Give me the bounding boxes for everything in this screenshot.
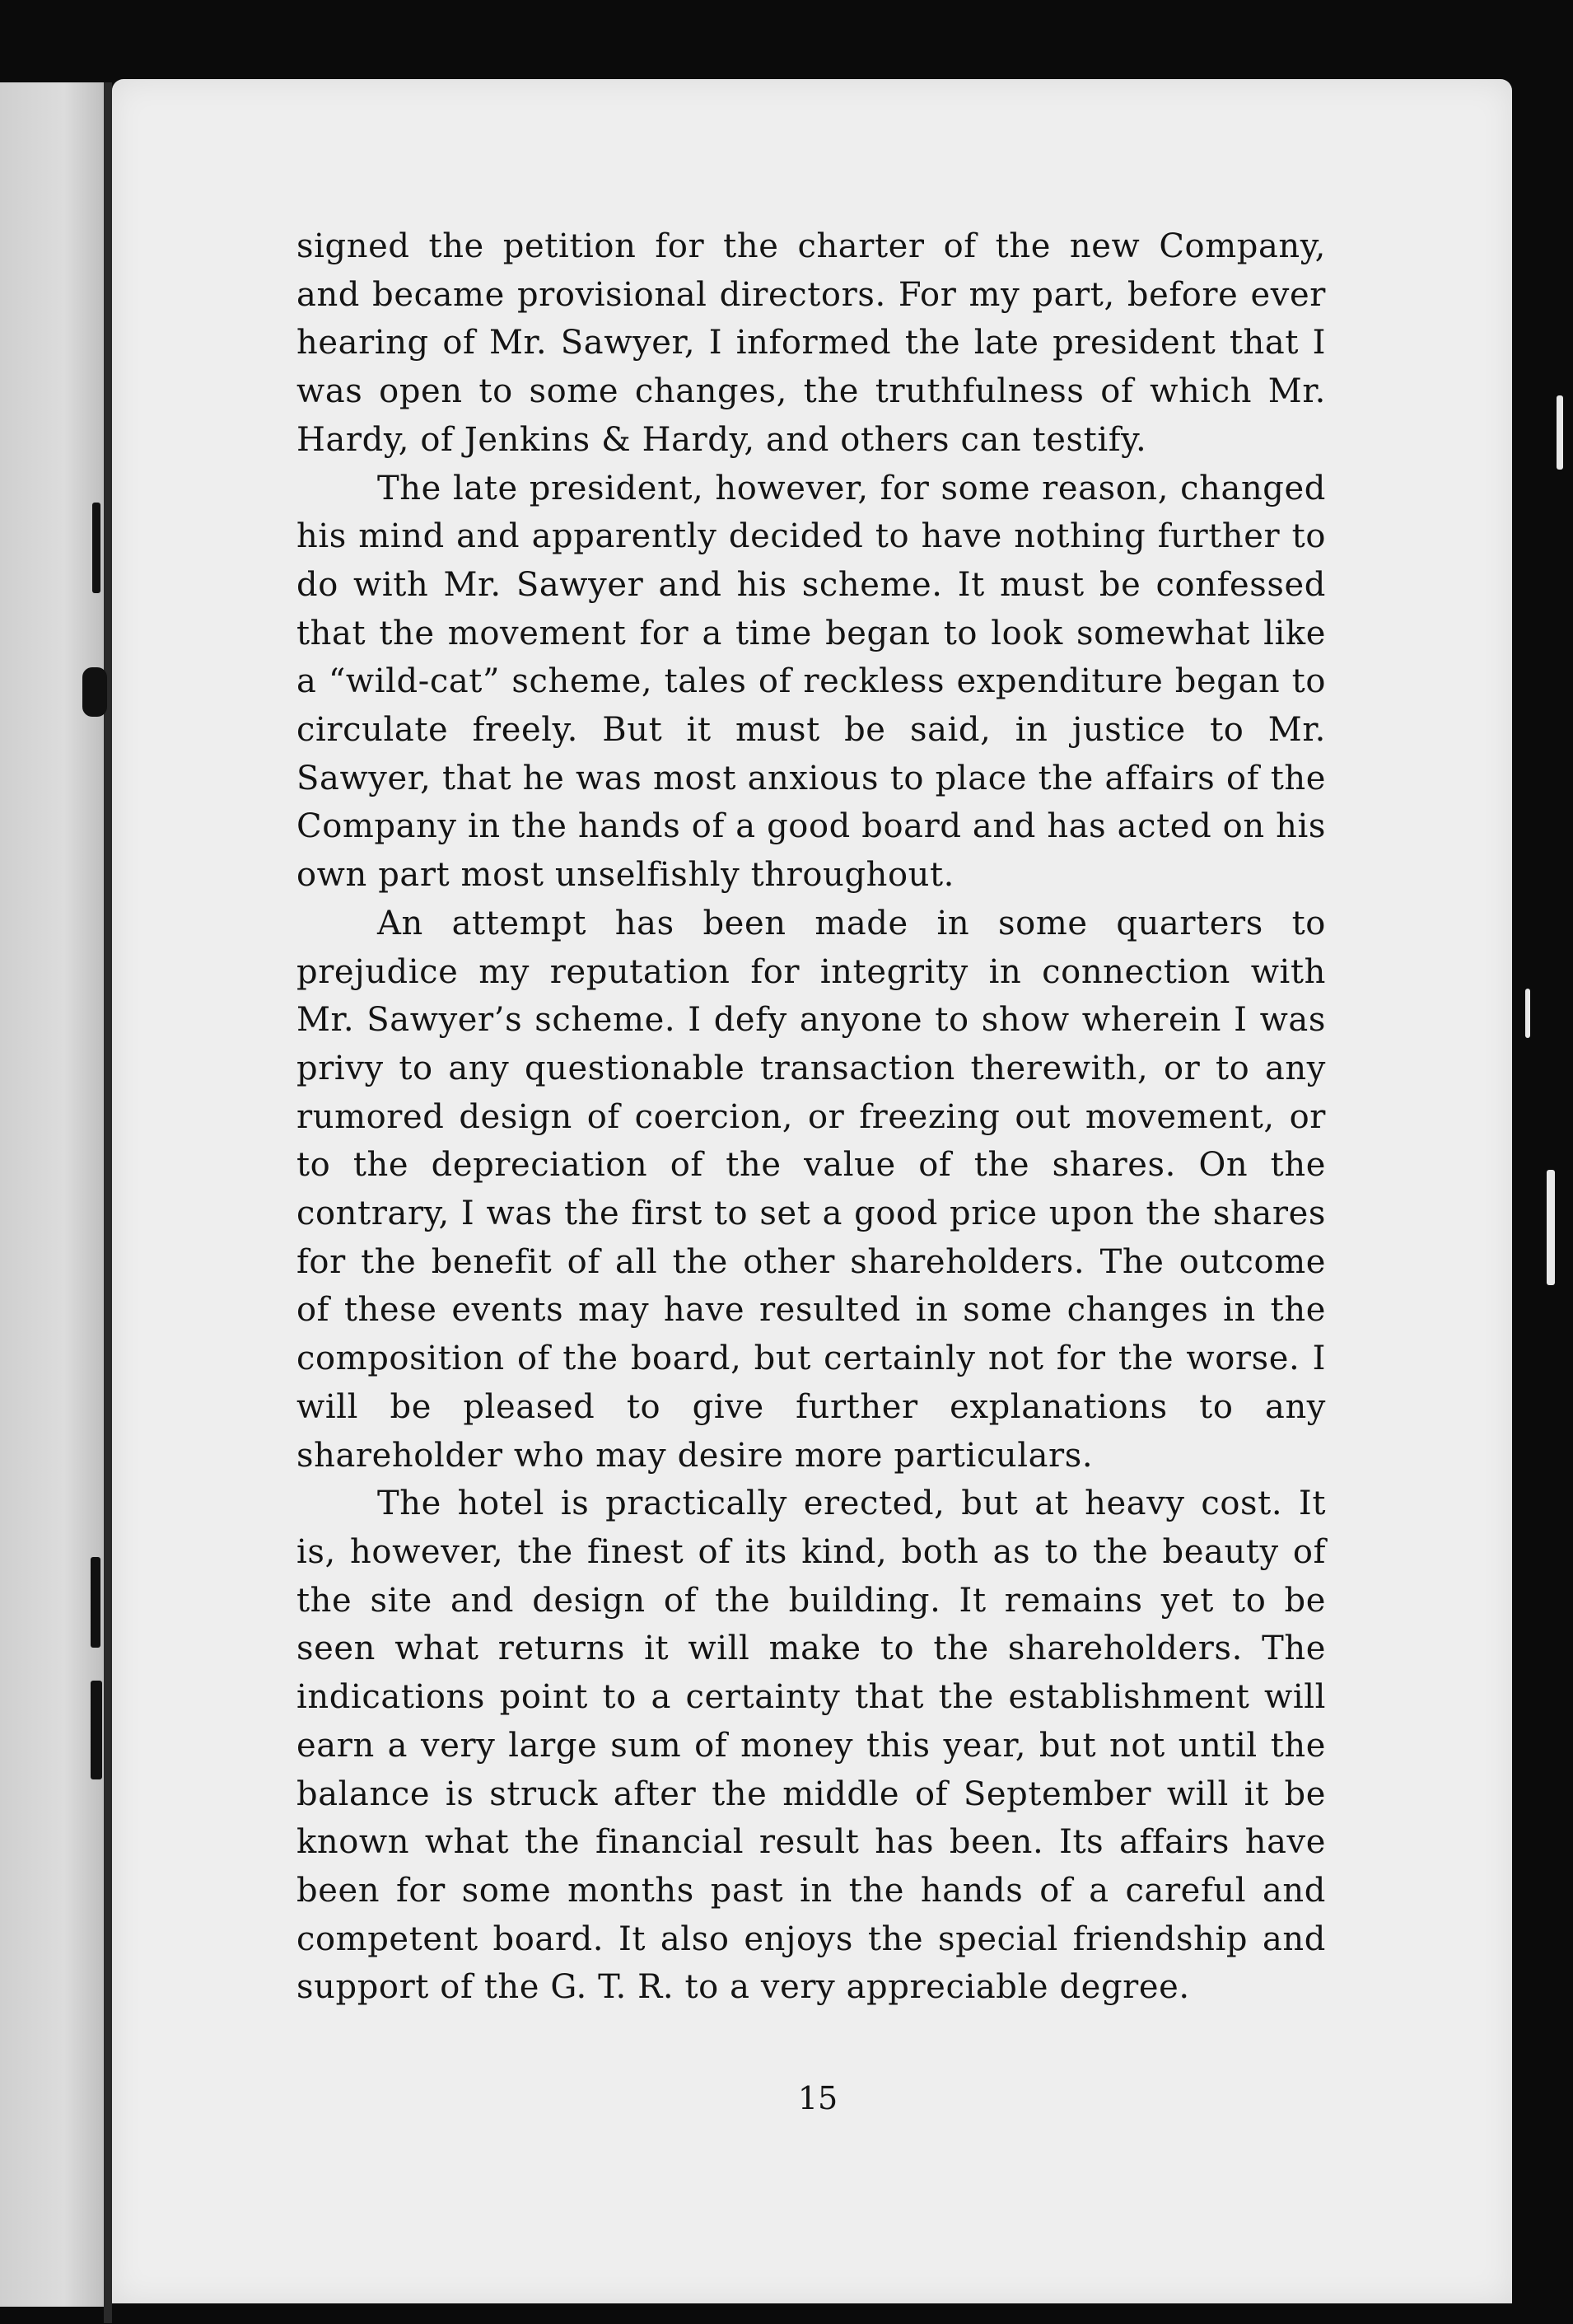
binding-mark: [82, 667, 107, 717]
paragraph-4: The hotel is practically erected, but at heavy cost. It is, however, the finest of its kind, both as to the beauty of the site and design of the building. It remains yet to be seen what returns it will make to the shareholders. The indications point to a certainty that the establishment will earn a very large sum of money this year, but not until the balance is struck after the middle of September will it be known what the financial result has been. Its affairs have been for some months past in the hands of a careful and competent board. It also enjoys the special friendship and support of the G. T. R. to a very appreciable degree.: [296, 1485, 1326, 2007]
body-text: [296, 222, 1326, 2012]
paragraph-2: The late president, however, for some reason, changed his mind and apparently decided to have nothing further to do with Mr. Sawyer and his scheme. It must be confessed that the movement for a time began to look somewhat like a “wild-cat” scheme, tales of reckless expenditure began to circulate freely. But it must be said, in justice to Mr. Sawyer, that he was most anxious to place the affairs of the Company in the hands of a good board and has acted on his own part most unselfishly throughout.: [296, 469, 1326, 895]
scan-artifact: [1525, 989, 1530, 1038]
binding-mark: [91, 1681, 102, 1779]
right-scan-border: [1512, 79, 1573, 2324]
page-number: 15: [797, 2080, 838, 2116]
paragraph-3: An attempt has been made in some quarters to prejudice my reputation for integrity in connection with Mr. Sawyer’s scheme. I defy anyone to show wherein I was privy to any questionable transaction therewith, or to any rumored design of coercion, or freezing out movement, or to the depreciation of the value of the shares. On the contrary, I was the first to set a good price upon the shares for the benefit of all the other shareholders. The outcome of these events may have resulted in some changes in the composition of the board, but certainly not for the worse. I will be pleased to give further explanations to any shareholder who may desire more particulars.: [296, 904, 1326, 1475]
scan-artifact: [1547, 1170, 1555, 1285]
scan-artifact: [1557, 395, 1563, 470]
gutter-shadow: [104, 82, 112, 2323]
paragraph-1: signed the petition for the charter of the new Company, and became provisional directors. For my part, before ever hearing of Mr. Sawyer, I informed the late president that I was open to some changes, the truthfulness of which Mr. Hardy, of Jenkins & Hardy, and others can testify.: [296, 227, 1326, 459]
binding-mark: [92, 503, 100, 593]
facing-page-edge: [0, 82, 107, 2307]
binding-mark: [91, 1557, 100, 1648]
